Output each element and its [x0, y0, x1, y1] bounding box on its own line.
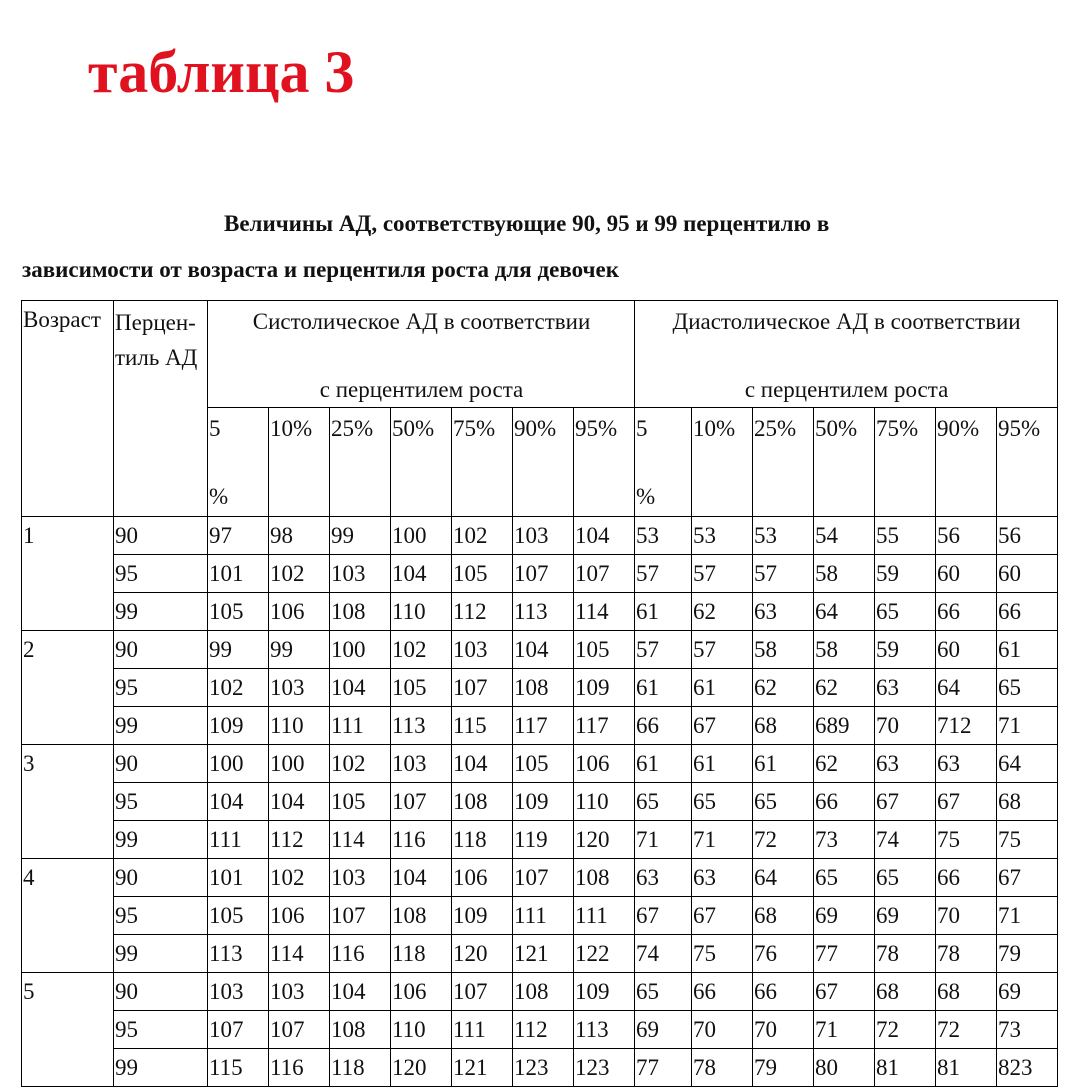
diastolic-value-cell: 79 [997, 935, 1058, 973]
systolic-value-cell: 104 [330, 973, 391, 1011]
bp-percentile-cell: 95 [114, 897, 208, 935]
bp-percentile-cell: 90 [114, 745, 208, 783]
diastolic-value-cell: 57 [753, 555, 814, 593]
table-row [22, 1011, 1058, 1049]
diastolic-value-cell: 71 [997, 707, 1058, 745]
header-diastolic-line1: Диастолическое АД в соответствии [672, 309, 1021, 334]
systolic-value-cell: 103 [330, 555, 391, 593]
age-cell: 4 [22, 859, 114, 973]
diastolic-value-cell: 62 [753, 669, 814, 707]
systolic-value-cell: 103 [452, 631, 513, 669]
systolic-value-cell: 105 [208, 897, 269, 935]
diastolic-value-cell: 78 [692, 1049, 753, 1087]
bp-percentile-cell: 95 [114, 669, 208, 707]
systolic-value-cell: 110 [391, 1011, 452, 1049]
systolic-value-cell: 114 [574, 593, 635, 631]
diastolic-value-cell: 63 [936, 745, 997, 783]
table-row [22, 973, 1058, 1011]
bp-percentile-cell: 90 [114, 517, 208, 555]
systolic-value-cell: 122 [574, 935, 635, 973]
systolic-value-cell: 108 [513, 973, 574, 1011]
systolic-value-cell: 118 [330, 1049, 391, 1087]
systolic-value-cell: 106 [574, 745, 635, 783]
systolic-value-cell: 121 [513, 935, 574, 973]
systolic-value-cell: 102 [391, 631, 452, 669]
systolic-value-cell: 112 [269, 821, 330, 859]
header-diastolic [635, 301, 1058, 408]
diastolic-value-cell: 63 [875, 745, 936, 783]
systolic-value-cell: 109 [574, 973, 635, 1011]
header-dia-height-pct: 75% [875, 408, 936, 517]
systolic-value-cell: 109 [513, 783, 574, 821]
systolic-value-cell: 104 [391, 555, 452, 593]
diastolic-value-cell: 78 [875, 935, 936, 973]
systolic-value-cell: 110 [269, 707, 330, 745]
systolic-value-cell: 100 [269, 745, 330, 783]
bp-percentile-cell: 99 [114, 1049, 208, 1087]
header-percentile: Перцен-тиль АД [114, 301, 208, 517]
diastolic-value-cell: 74 [875, 821, 936, 859]
systolic-value-cell: 113 [574, 1011, 635, 1049]
diastolic-value-cell: 58 [753, 631, 814, 669]
table-row [22, 555, 1058, 593]
bp-percentile-cell: 95 [114, 783, 208, 821]
header-systolic-line1: Систолическое АД в соответствии [252, 309, 591, 334]
header-sys-height-pct: 10% [269, 408, 330, 517]
diastolic-value-cell: 64 [753, 859, 814, 897]
systolic-value-cell: 107 [513, 859, 574, 897]
systolic-value-cell: 99 [330, 517, 391, 555]
diastolic-value-cell: 67 [635, 897, 692, 935]
table-row [22, 783, 1058, 821]
table-row [22, 669, 1058, 707]
systolic-value-cell: 102 [330, 745, 391, 783]
header-sys-height-pct: 25% [330, 408, 391, 517]
diastolic-value-cell: 72 [753, 821, 814, 859]
systolic-value-cell: 104 [574, 517, 635, 555]
diastolic-value-cell: 66 [997, 593, 1058, 631]
diastolic-value-cell: 62 [814, 669, 875, 707]
caption-line-2: зависимости от возраста и перцентиля роста для девочек [22, 257, 619, 282]
systolic-value-cell: 107 [452, 973, 513, 1011]
systolic-value-cell: 100 [391, 517, 452, 555]
systolic-value-cell: 105 [208, 593, 269, 631]
systolic-value-cell: 111 [452, 1011, 513, 1049]
systolic-value-cell: 107 [513, 555, 574, 593]
height-pct-sign: % [636, 484, 656, 509]
diastolic-value-cell: 63 [692, 859, 753, 897]
systolic-value-cell: 104 [330, 669, 391, 707]
diastolic-value-cell: 66 [753, 973, 814, 1011]
systolic-value-cell: 114 [330, 821, 391, 859]
systolic-value-cell: 102 [452, 517, 513, 555]
systolic-value-cell: 107 [574, 555, 635, 593]
systolic-value-cell: 104 [452, 745, 513, 783]
diastolic-value-cell: 66 [936, 593, 997, 631]
header-sys-height-pct: 50% [391, 408, 452, 517]
systolic-value-cell: 108 [574, 859, 635, 897]
age-cell: 2 [22, 631, 114, 745]
systolic-value-cell: 97 [208, 517, 269, 555]
systolic-value-cell: 115 [452, 707, 513, 745]
diastolic-value-cell: 81 [936, 1049, 997, 1087]
diastolic-value-cell: 68 [753, 897, 814, 935]
systolic-value-cell: 101 [208, 555, 269, 593]
header-sys-height-pct: 90% [513, 408, 574, 517]
systolic-value-cell: 106 [452, 859, 513, 897]
diastolic-value-cell: 69 [635, 1011, 692, 1049]
systolic-value-cell: 104 [269, 783, 330, 821]
systolic-value-cell: 98 [269, 517, 330, 555]
height-pct-number: 5 [636, 416, 648, 441]
systolic-value-cell: 108 [330, 593, 391, 631]
systolic-value-cell: 112 [452, 593, 513, 631]
diastolic-value-cell: 68 [875, 973, 936, 1011]
systolic-value-cell: 113 [391, 707, 452, 745]
diastolic-value-cell: 69 [814, 897, 875, 935]
table-row [22, 897, 1058, 935]
header-dia-height-pct: 90% [936, 408, 997, 517]
systolic-value-cell: 117 [574, 707, 635, 745]
systolic-value-cell: 106 [391, 973, 452, 1011]
page-title: таблица 3 [88, 39, 355, 105]
age-cell: 3 [22, 745, 114, 859]
systolic-value-cell: 119 [513, 821, 574, 859]
diastolic-value-cell: 71 [635, 821, 692, 859]
table-row [22, 1049, 1058, 1087]
diastolic-value-cell: 58 [814, 555, 875, 593]
systolic-value-cell: 100 [330, 631, 391, 669]
bp-percentile-cell: 90 [114, 973, 208, 1011]
diastolic-value-cell: 66 [635, 707, 692, 745]
header-systolic-line2: с перцентилем роста [319, 377, 524, 402]
diastolic-value-cell: 689 [814, 707, 875, 745]
bp-percentile-cell: 90 [114, 631, 208, 669]
caption-line-1: Величины АД, соответствующие 90, 95 и 99 перцентилю в [224, 211, 830, 236]
table-row [22, 821, 1058, 859]
diastolic-value-cell: 67 [997, 859, 1058, 897]
diastolic-value-cell: 67 [692, 897, 753, 935]
diastolic-value-cell: 712 [936, 707, 997, 745]
diastolic-value-cell: 57 [635, 555, 692, 593]
diastolic-value-cell: 64 [936, 669, 997, 707]
diastolic-value-cell: 75 [997, 821, 1058, 859]
systolic-value-cell: 108 [452, 783, 513, 821]
diastolic-value-cell: 72 [936, 1011, 997, 1049]
diastolic-value-cell: 70 [753, 1011, 814, 1049]
diastolic-value-cell: 67 [692, 707, 753, 745]
diastolic-value-cell: 63 [875, 669, 936, 707]
systolic-value-cell: 107 [452, 669, 513, 707]
systolic-value-cell: 116 [330, 935, 391, 973]
diastolic-value-cell: 61 [997, 631, 1058, 669]
diastolic-value-cell: 55 [875, 517, 936, 555]
systolic-value-cell: 120 [391, 1049, 452, 1087]
diastolic-value-cell: 68 [997, 783, 1058, 821]
bp-percentile-cell: 95 [114, 1011, 208, 1049]
systolic-value-cell: 107 [391, 783, 452, 821]
diastolic-value-cell: 80 [814, 1049, 875, 1087]
blood-pressure-table [21, 300, 1058, 1087]
systolic-value-cell: 101 [208, 859, 269, 897]
diastolic-value-cell: 77 [814, 935, 875, 973]
systolic-value-cell: 102 [208, 669, 269, 707]
systolic-value-cell: 105 [452, 555, 513, 593]
systolic-value-cell: 111 [574, 897, 635, 935]
systolic-value-cell: 116 [391, 821, 452, 859]
diastolic-value-cell: 68 [936, 973, 997, 1011]
systolic-value-cell: 118 [391, 935, 452, 973]
diastolic-value-cell: 81 [875, 1049, 936, 1087]
systolic-value-cell: 115 [208, 1049, 269, 1087]
diastolic-value-cell: 67 [875, 783, 936, 821]
table-row [22, 593, 1058, 631]
diastolic-value-cell: 65 [635, 973, 692, 1011]
diastolic-value-cell: 69 [875, 897, 936, 935]
diastolic-value-cell: 69 [997, 973, 1058, 1011]
diastolic-value-cell: 64 [997, 745, 1058, 783]
systolic-value-cell: 106 [269, 897, 330, 935]
height-pct-number: 5 [209, 416, 221, 441]
diastolic-value-cell: 72 [875, 1011, 936, 1049]
systolic-value-cell: 107 [208, 1011, 269, 1049]
diastolic-value-cell: 66 [936, 859, 997, 897]
diastolic-value-cell: 58 [814, 631, 875, 669]
systolic-value-cell: 100 [208, 745, 269, 783]
diastolic-value-cell: 65 [692, 783, 753, 821]
systolic-value-cell: 105 [330, 783, 391, 821]
systolic-value-cell: 105 [513, 745, 574, 783]
systolic-value-cell: 111 [513, 897, 574, 935]
diastolic-value-cell: 65 [997, 669, 1058, 707]
diastolic-value-cell: 59 [875, 631, 936, 669]
diastolic-value-cell: 56 [997, 517, 1058, 555]
diastolic-value-cell: 70 [936, 897, 997, 935]
systolic-value-cell: 103 [269, 973, 330, 1011]
table-row [22, 631, 1058, 669]
systolic-value-cell: 113 [208, 935, 269, 973]
diastolic-value-cell: 66 [692, 973, 753, 1011]
table-row [22, 745, 1058, 783]
systolic-value-cell: 109 [452, 897, 513, 935]
systolic-value-cell: 109 [208, 707, 269, 745]
diastolic-value-cell: 62 [692, 593, 753, 631]
systolic-value-cell: 103 [208, 973, 269, 1011]
systolic-value-cell: 103 [391, 745, 452, 783]
diastolic-value-cell: 66 [814, 783, 875, 821]
systolic-value-cell: 106 [269, 593, 330, 631]
systolic-value-cell: 111 [330, 707, 391, 745]
bp-percentile-cell: 99 [114, 707, 208, 745]
diastolic-value-cell: 53 [753, 517, 814, 555]
table-row [22, 859, 1058, 897]
systolic-value-cell: 104 [513, 631, 574, 669]
systolic-value-cell: 107 [330, 897, 391, 935]
diastolic-value-cell: 77 [635, 1049, 692, 1087]
systolic-value-cell: 104 [208, 783, 269, 821]
header-dia-height-pct: 10% [692, 408, 753, 517]
diastolic-value-cell: 64 [814, 593, 875, 631]
header-dia-height-pct: 25% [753, 408, 814, 517]
diastolic-value-cell: 61 [635, 745, 692, 783]
diastolic-value-cell: 65 [875, 859, 936, 897]
diastolic-value-cell: 71 [997, 897, 1058, 935]
systolic-value-cell: 99 [269, 631, 330, 669]
systolic-value-cell: 113 [513, 593, 574, 631]
systolic-value-cell: 103 [513, 517, 574, 555]
systolic-value-cell: 112 [513, 1011, 574, 1049]
bp-percentile-cell: 95 [114, 555, 208, 593]
diastolic-value-cell: 61 [692, 669, 753, 707]
systolic-value-cell: 107 [269, 1011, 330, 1049]
systolic-value-cell: 110 [574, 783, 635, 821]
diastolic-value-cell: 54 [814, 517, 875, 555]
diastolic-value-cell: 73 [814, 821, 875, 859]
header-row-1 [22, 301, 1058, 408]
systolic-value-cell: 121 [452, 1049, 513, 1087]
bp-percentile-cell: 90 [114, 859, 208, 897]
bp-percentile-cell: 99 [114, 593, 208, 631]
age-cell: 5 [22, 973, 114, 1087]
diastolic-value-cell: 56 [936, 517, 997, 555]
systolic-value-cell: 103 [269, 669, 330, 707]
diastolic-value-cell: 74 [635, 935, 692, 973]
diastolic-value-cell: 57 [692, 555, 753, 593]
systolic-value-cell: 102 [269, 859, 330, 897]
diastolic-value-cell: 823 [997, 1049, 1058, 1087]
height-pct-sign: % [209, 484, 229, 509]
diastolic-value-cell: 75 [936, 821, 997, 859]
systolic-value-cell: 123 [513, 1049, 574, 1087]
table-row [22, 935, 1058, 973]
diastolic-value-cell: 59 [875, 555, 936, 593]
diastolic-value-cell: 71 [692, 821, 753, 859]
diastolic-value-cell: 61 [692, 745, 753, 783]
systolic-value-cell: 108 [513, 669, 574, 707]
systolic-value-cell: 103 [330, 859, 391, 897]
systolic-value-cell: 108 [330, 1011, 391, 1049]
systolic-value-cell: 118 [452, 821, 513, 859]
diastolic-value-cell: 65 [635, 783, 692, 821]
diastolic-value-cell: 63 [635, 859, 692, 897]
systolic-value-cell: 104 [391, 859, 452, 897]
diastolic-value-cell: 53 [692, 517, 753, 555]
diastolic-value-cell: 57 [692, 631, 753, 669]
diastolic-value-cell: 62 [814, 745, 875, 783]
header-dia-height-pct: 95% [997, 408, 1058, 517]
diastolic-value-cell: 67 [936, 783, 997, 821]
diastolic-value-cell: 61 [635, 669, 692, 707]
diastolic-value-cell: 68 [753, 707, 814, 745]
diastolic-value-cell: 65 [814, 859, 875, 897]
systolic-value-cell: 105 [574, 631, 635, 669]
systolic-value-cell: 111 [208, 821, 269, 859]
diastolic-value-cell: 70 [875, 707, 936, 745]
diastolic-value-cell: 63 [753, 593, 814, 631]
diastolic-value-cell: 79 [753, 1049, 814, 1087]
systolic-value-cell: 99 [208, 631, 269, 669]
systolic-value-cell: 114 [269, 935, 330, 973]
diastolic-value-cell: 70 [692, 1011, 753, 1049]
diastolic-value-cell: 78 [936, 935, 997, 973]
header-dia-height-pct: 50% [814, 408, 875, 517]
systolic-value-cell: 110 [391, 593, 452, 631]
header-sys-height-pct: 75% [452, 408, 513, 517]
diastolic-value-cell: 73 [997, 1011, 1058, 1049]
table-row [22, 517, 1058, 555]
diastolic-value-cell: 61 [753, 745, 814, 783]
diastolic-value-cell: 65 [875, 593, 936, 631]
diastolic-value-cell: 60 [936, 555, 997, 593]
header-sys-height-pct [208, 408, 269, 517]
diastolic-value-cell: 60 [997, 555, 1058, 593]
diastolic-value-cell: 76 [753, 935, 814, 973]
diastolic-value-cell: 61 [635, 593, 692, 631]
diastolic-value-cell: 57 [635, 631, 692, 669]
diastolic-value-cell: 53 [635, 517, 692, 555]
systolic-value-cell: 123 [574, 1049, 635, 1087]
systolic-value-cell: 120 [452, 935, 513, 973]
diastolic-value-cell: 60 [936, 631, 997, 669]
header-dia-height-pct [635, 408, 692, 517]
systolic-value-cell: 108 [391, 897, 452, 935]
table-row [22, 707, 1058, 745]
systolic-value-cell: 105 [391, 669, 452, 707]
systolic-value-cell: 102 [269, 555, 330, 593]
header-systolic [208, 301, 635, 408]
diastolic-value-cell: 65 [753, 783, 814, 821]
diastolic-value-cell: 71 [814, 1011, 875, 1049]
systolic-value-cell: 116 [269, 1049, 330, 1087]
diastolic-value-cell: 75 [692, 935, 753, 973]
header-age: Возраст [22, 301, 114, 517]
diastolic-value-cell: 67 [814, 973, 875, 1011]
bp-percentile-cell: 99 [114, 821, 208, 859]
bp-percentile-cell: 99 [114, 935, 208, 973]
header-diastolic-line2: с перцентилем роста [744, 377, 949, 402]
age-cell: 1 [22, 517, 114, 631]
systolic-value-cell: 120 [574, 821, 635, 859]
systolic-value-cell: 109 [574, 669, 635, 707]
systolic-value-cell: 117 [513, 707, 574, 745]
header-sys-height-pct: 95% [574, 408, 635, 517]
